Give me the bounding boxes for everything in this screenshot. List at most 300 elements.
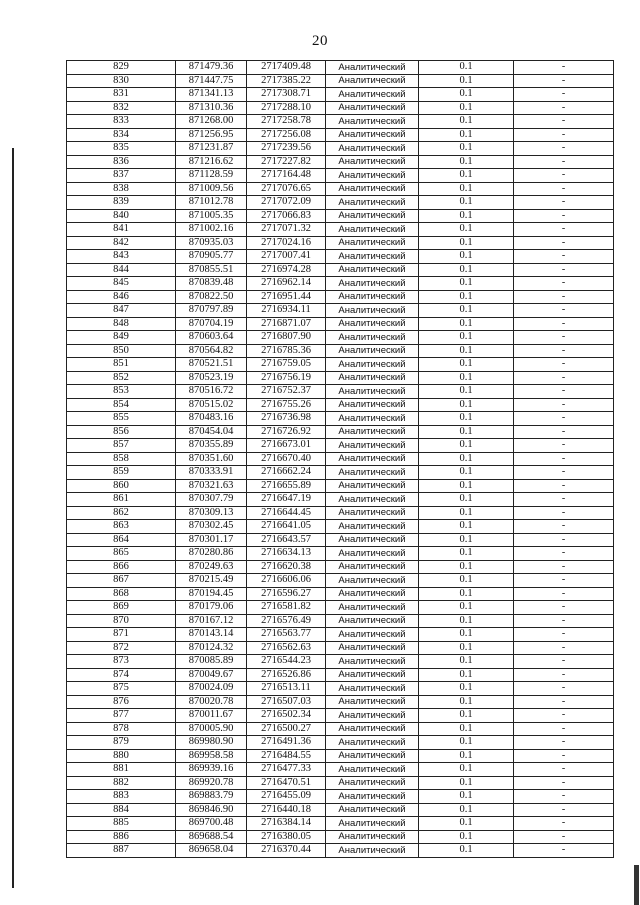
y-coordinate-cell: 2716974.28 — [247, 263, 326, 277]
table-row — [67, 628, 614, 642]
accuracy-cell: 0.1 — [419, 169, 514, 183]
accuracy-cell: 0.1 — [419, 695, 514, 709]
y-coordinate-cell: 2717072.09 — [247, 196, 326, 210]
note-cell: - — [514, 628, 614, 642]
accuracy-cell: 0.1 — [419, 115, 514, 129]
point-number-cell: 878 — [67, 722, 176, 736]
accuracy-cell: 0.1 — [419, 587, 514, 601]
y-coordinate-cell: 2717007.41 — [247, 250, 326, 264]
note-cell: - — [514, 223, 614, 237]
note-cell: - — [514, 506, 614, 520]
method-cell: Аналитический — [326, 371, 419, 385]
x-coordinate-cell: 870905.77 — [176, 250, 247, 264]
y-coordinate-cell: 2716620.38 — [247, 560, 326, 574]
accuracy-cell: 0.1 — [419, 223, 514, 237]
x-coordinate-cell: 870280.86 — [176, 547, 247, 561]
table-row — [67, 452, 614, 466]
y-coordinate-cell: 2716513.11 — [247, 682, 326, 696]
point-number-cell: 861 — [67, 493, 176, 507]
table-row — [67, 682, 614, 696]
table-row — [67, 209, 614, 223]
table-row — [67, 277, 614, 291]
accuracy-cell: 0.1 — [419, 682, 514, 696]
note-cell: - — [514, 655, 614, 669]
table-row — [67, 736, 614, 750]
y-coordinate-cell: 2717024.16 — [247, 236, 326, 250]
point-number-cell: 865 — [67, 547, 176, 561]
y-coordinate-cell: 2716526.86 — [247, 668, 326, 682]
x-coordinate-cell: 869700.48 — [176, 817, 247, 831]
y-coordinate-cell: 2716507.03 — [247, 695, 326, 709]
point-number-cell: 867 — [67, 574, 176, 588]
x-coordinate-cell: 869958.58 — [176, 749, 247, 763]
accuracy-cell: 0.1 — [419, 614, 514, 628]
method-cell: Аналитический — [326, 749, 419, 763]
accuracy-cell: 0.1 — [419, 574, 514, 588]
x-coordinate-cell: 870351.60 — [176, 452, 247, 466]
binding-line — [12, 148, 14, 888]
note-cell: - — [514, 398, 614, 412]
table-row — [67, 493, 614, 507]
point-number-cell: 886 — [67, 830, 176, 844]
accuracy-cell: 0.1 — [419, 628, 514, 642]
table-row — [67, 263, 614, 277]
x-coordinate-cell: 869920.78 — [176, 776, 247, 790]
accuracy-cell: 0.1 — [419, 61, 514, 75]
note-cell: - — [514, 155, 614, 169]
note-cell: - — [514, 574, 614, 588]
y-coordinate-cell: 2716562.63 — [247, 641, 326, 655]
note-cell: - — [514, 344, 614, 358]
accuracy-cell: 0.1 — [419, 236, 514, 250]
point-number-cell: 853 — [67, 385, 176, 399]
x-coordinate-cell: 870855.51 — [176, 263, 247, 277]
y-coordinate-cell: 2716736.98 — [247, 412, 326, 426]
note-cell: - — [514, 817, 614, 831]
note-cell: - — [514, 452, 614, 466]
x-coordinate-cell: 871310.36 — [176, 101, 247, 115]
y-coordinate-cell: 2717076.65 — [247, 182, 326, 196]
y-coordinate-cell: 2716647.19 — [247, 493, 326, 507]
y-coordinate-cell: 2717066.83 — [247, 209, 326, 223]
table-row — [67, 547, 614, 561]
table-row — [67, 749, 614, 763]
note-cell: - — [514, 412, 614, 426]
accuracy-cell: 0.1 — [419, 425, 514, 439]
note-cell: - — [514, 587, 614, 601]
note-cell: - — [514, 749, 614, 763]
accuracy-cell: 0.1 — [419, 101, 514, 115]
y-coordinate-cell: 2716500.27 — [247, 722, 326, 736]
x-coordinate-cell: 869846.90 — [176, 803, 247, 817]
accuracy-cell: 0.1 — [419, 803, 514, 817]
x-coordinate-cell: 871479.36 — [176, 61, 247, 75]
method-cell: Аналитический — [326, 88, 419, 102]
point-number-cell: 841 — [67, 223, 176, 237]
table-row — [67, 709, 614, 723]
x-coordinate-cell: 869939.16 — [176, 763, 247, 777]
method-cell: Аналитический — [326, 317, 419, 331]
point-number-cell: 883 — [67, 790, 176, 804]
x-coordinate-cell: 870935.03 — [176, 236, 247, 250]
y-coordinate-cell: 2716576.49 — [247, 614, 326, 628]
table-row — [67, 115, 614, 129]
note-cell: - — [514, 61, 614, 75]
coordinates-table-body — [67, 61, 614, 858]
method-cell: Аналитический — [326, 574, 419, 588]
x-coordinate-cell: 870564.82 — [176, 344, 247, 358]
accuracy-cell: 0.1 — [419, 560, 514, 574]
table-row — [67, 358, 614, 372]
table-row — [67, 466, 614, 480]
y-coordinate-cell: 2716563.77 — [247, 628, 326, 642]
table-row — [67, 560, 614, 574]
x-coordinate-cell: 871216.62 — [176, 155, 247, 169]
table-row — [67, 74, 614, 88]
y-coordinate-cell: 2717385.22 — [247, 74, 326, 88]
point-number-cell: 862 — [67, 506, 176, 520]
point-number-cell: 863 — [67, 520, 176, 534]
method-cell: Аналитический — [326, 101, 419, 115]
table-row — [67, 223, 614, 237]
note-cell: - — [514, 115, 614, 129]
x-coordinate-cell: 870049.67 — [176, 668, 247, 682]
accuracy-cell: 0.1 — [419, 506, 514, 520]
point-number-cell: 837 — [67, 169, 176, 183]
point-number-cell: 866 — [67, 560, 176, 574]
x-coordinate-cell: 870011.67 — [176, 709, 247, 723]
point-number-cell: 871 — [67, 628, 176, 642]
accuracy-cell: 0.1 — [419, 452, 514, 466]
x-coordinate-cell: 871231.87 — [176, 142, 247, 156]
point-number-cell: 856 — [67, 425, 176, 439]
y-coordinate-cell: 2716491.36 — [247, 736, 326, 750]
method-cell: Аналитический — [326, 236, 419, 250]
method-cell: Аналитический — [326, 412, 419, 426]
note-cell: - — [514, 317, 614, 331]
x-coordinate-cell: 870215.49 — [176, 574, 247, 588]
accuracy-cell: 0.1 — [419, 155, 514, 169]
note-cell: - — [514, 74, 614, 88]
table-row — [67, 817, 614, 831]
method-cell: Аналитический — [326, 506, 419, 520]
x-coordinate-cell: 871002.16 — [176, 223, 247, 237]
y-coordinate-cell: 2716755.26 — [247, 398, 326, 412]
coordinates-table — [66, 60, 614, 858]
note-cell: - — [514, 128, 614, 142]
method-cell: Аналитический — [326, 344, 419, 358]
y-coordinate-cell: 2716807.90 — [247, 331, 326, 345]
table-row — [67, 331, 614, 345]
point-number-cell: 849 — [67, 331, 176, 345]
note-cell: - — [514, 236, 614, 250]
point-number-cell: 875 — [67, 682, 176, 696]
method-cell: Аналитический — [326, 290, 419, 304]
note-cell: - — [514, 722, 614, 736]
table-row — [67, 196, 614, 210]
table-row — [67, 790, 614, 804]
method-cell: Аналитический — [326, 790, 419, 804]
note-cell: - — [514, 358, 614, 372]
method-cell: Аналитический — [326, 763, 419, 777]
note-cell: - — [514, 641, 614, 655]
table-row — [67, 290, 614, 304]
y-coordinate-cell: 2716726.92 — [247, 425, 326, 439]
method-cell: Аналитический — [326, 331, 419, 345]
table-row — [67, 344, 614, 358]
note-cell: - — [514, 844, 614, 858]
table-row — [67, 182, 614, 196]
accuracy-cell: 0.1 — [419, 304, 514, 318]
note-cell: - — [514, 209, 614, 223]
y-coordinate-cell: 2717227.82 — [247, 155, 326, 169]
accuracy-cell: 0.1 — [419, 317, 514, 331]
note-cell: - — [514, 263, 614, 277]
table-row — [67, 614, 614, 628]
note-cell: - — [514, 682, 614, 696]
table-row — [67, 533, 614, 547]
table-row — [67, 425, 614, 439]
point-number-cell: 869 — [67, 601, 176, 615]
point-number-cell: 832 — [67, 101, 176, 115]
x-coordinate-cell: 870523.19 — [176, 371, 247, 385]
table-row — [67, 601, 614, 615]
x-coordinate-cell: 870249.63 — [176, 560, 247, 574]
point-number-cell: 834 — [67, 128, 176, 142]
method-cell: Аналитический — [326, 547, 419, 561]
method-cell: Аналитический — [326, 709, 419, 723]
y-coordinate-cell: 2716644.45 — [247, 506, 326, 520]
note-cell: - — [514, 763, 614, 777]
point-number-cell: 877 — [67, 709, 176, 723]
accuracy-cell: 0.1 — [419, 736, 514, 750]
table-row — [67, 479, 614, 493]
table-row — [67, 776, 614, 790]
note-cell: - — [514, 614, 614, 628]
method-cell: Аналитический — [326, 182, 419, 196]
table-row — [67, 722, 614, 736]
accuracy-cell: 0.1 — [419, 479, 514, 493]
point-number-cell: 859 — [67, 466, 176, 480]
point-number-cell: 829 — [67, 61, 176, 75]
method-cell: Аналитический — [326, 142, 419, 156]
table-row — [67, 844, 614, 858]
y-coordinate-cell: 2716643.57 — [247, 533, 326, 547]
y-coordinate-cell: 2716752.37 — [247, 385, 326, 399]
accuracy-cell: 0.1 — [419, 830, 514, 844]
table-row — [67, 155, 614, 169]
x-coordinate-cell: 870333.91 — [176, 466, 247, 480]
y-coordinate-cell: 2716871.07 — [247, 317, 326, 331]
x-coordinate-cell: 870321.63 — [176, 479, 247, 493]
table-row — [67, 398, 614, 412]
note-cell: - — [514, 695, 614, 709]
point-number-cell: 831 — [67, 88, 176, 102]
x-coordinate-cell: 869688.54 — [176, 830, 247, 844]
point-number-cell: 879 — [67, 736, 176, 750]
method-cell: Аналитический — [326, 628, 419, 642]
table-row — [67, 61, 614, 75]
method-cell: Аналитический — [326, 560, 419, 574]
method-cell: Аналитический — [326, 830, 419, 844]
accuracy-cell: 0.1 — [419, 547, 514, 561]
y-coordinate-cell: 2717071.32 — [247, 223, 326, 237]
method-cell: Аналитический — [326, 74, 419, 88]
point-number-cell: 857 — [67, 439, 176, 453]
method-cell: Аналитический — [326, 695, 419, 709]
note-cell: - — [514, 425, 614, 439]
y-coordinate-cell: 2716484.55 — [247, 749, 326, 763]
x-coordinate-cell: 871005.35 — [176, 209, 247, 223]
method-cell: Аналитический — [326, 479, 419, 493]
y-coordinate-cell: 2717256.08 — [247, 128, 326, 142]
note-cell: - — [514, 439, 614, 453]
method-cell: Аналитический — [326, 520, 419, 534]
method-cell: Аналитический — [326, 655, 419, 669]
point-number-cell: 868 — [67, 587, 176, 601]
point-number-cell: 844 — [67, 263, 176, 277]
accuracy-cell: 0.1 — [419, 182, 514, 196]
note-cell: - — [514, 277, 614, 291]
accuracy-cell: 0.1 — [419, 790, 514, 804]
x-coordinate-cell: 870839.48 — [176, 277, 247, 291]
accuracy-cell: 0.1 — [419, 128, 514, 142]
table-row — [67, 317, 614, 331]
note-cell: - — [514, 493, 614, 507]
point-number-cell: 840 — [67, 209, 176, 223]
y-coordinate-cell: 2716596.27 — [247, 587, 326, 601]
x-coordinate-cell: 870704.19 — [176, 317, 247, 331]
y-coordinate-cell: 2716655.89 — [247, 479, 326, 493]
y-coordinate-cell: 2716384.14 — [247, 817, 326, 831]
x-coordinate-cell: 869980.90 — [176, 736, 247, 750]
accuracy-cell: 0.1 — [419, 277, 514, 291]
y-coordinate-cell: 2716962.14 — [247, 277, 326, 291]
point-number-cell: 873 — [67, 655, 176, 669]
x-coordinate-cell: 870301.17 — [176, 533, 247, 547]
x-coordinate-cell: 870603.64 — [176, 331, 247, 345]
point-number-cell: 872 — [67, 641, 176, 655]
point-number-cell: 860 — [67, 479, 176, 493]
y-coordinate-cell: 2717308.71 — [247, 88, 326, 102]
table-row — [67, 803, 614, 817]
x-coordinate-cell: 869883.79 — [176, 790, 247, 804]
point-number-cell: 885 — [67, 817, 176, 831]
table-row — [67, 763, 614, 777]
y-coordinate-cell: 2716477.33 — [247, 763, 326, 777]
point-number-cell: 833 — [67, 115, 176, 129]
table-row — [67, 695, 614, 709]
point-number-cell: 843 — [67, 250, 176, 264]
method-cell: Аналитический — [326, 533, 419, 547]
accuracy-cell: 0.1 — [419, 520, 514, 534]
y-coordinate-cell: 2716370.44 — [247, 844, 326, 858]
accuracy-cell: 0.1 — [419, 290, 514, 304]
page-number: 20 — [312, 33, 328, 49]
method-cell: Аналитический — [326, 844, 419, 858]
y-coordinate-cell: 2717409.48 — [247, 61, 326, 75]
accuracy-cell: 0.1 — [419, 88, 514, 102]
method-cell: Аналитический — [326, 439, 419, 453]
y-coordinate-cell: 2716581.82 — [247, 601, 326, 615]
note-cell: - — [514, 520, 614, 534]
method-cell: Аналитический — [326, 425, 419, 439]
accuracy-cell: 0.1 — [419, 655, 514, 669]
table-row — [67, 128, 614, 142]
method-cell: Аналитический — [326, 250, 419, 264]
x-coordinate-cell: 870005.90 — [176, 722, 247, 736]
note-cell: - — [514, 142, 614, 156]
method-cell: Аналитический — [326, 115, 419, 129]
point-number-cell: 882 — [67, 776, 176, 790]
x-coordinate-cell: 870454.04 — [176, 425, 247, 439]
accuracy-cell: 0.1 — [419, 358, 514, 372]
accuracy-cell: 0.1 — [419, 709, 514, 723]
table-row — [67, 668, 614, 682]
note-cell: - — [514, 250, 614, 264]
table-row — [67, 412, 614, 426]
x-coordinate-cell: 871256.95 — [176, 128, 247, 142]
method-cell: Аналитический — [326, 128, 419, 142]
y-coordinate-cell: 2716470.51 — [247, 776, 326, 790]
point-number-cell: 881 — [67, 763, 176, 777]
note-cell: - — [514, 560, 614, 574]
table-row — [67, 641, 614, 655]
point-number-cell: 887 — [67, 844, 176, 858]
table-row — [67, 236, 614, 250]
y-coordinate-cell: 2716759.05 — [247, 358, 326, 372]
accuracy-cell: 0.1 — [419, 412, 514, 426]
note-cell: - — [514, 709, 614, 723]
x-coordinate-cell: 870355.89 — [176, 439, 247, 453]
point-number-cell: 848 — [67, 317, 176, 331]
table-row — [67, 587, 614, 601]
note-cell: - — [514, 88, 614, 102]
method-cell: Аналитический — [326, 803, 419, 817]
method-cell: Аналитический — [326, 452, 419, 466]
table-row — [67, 385, 614, 399]
accuracy-cell: 0.1 — [419, 331, 514, 345]
point-number-cell: 830 — [67, 74, 176, 88]
point-number-cell: 836 — [67, 155, 176, 169]
point-number-cell: 835 — [67, 142, 176, 156]
accuracy-cell: 0.1 — [419, 209, 514, 223]
point-number-cell: 842 — [67, 236, 176, 250]
scan-edge-mark — [634, 865, 639, 905]
x-coordinate-cell: 870521.51 — [176, 358, 247, 372]
accuracy-cell: 0.1 — [419, 722, 514, 736]
method-cell: Аналитический — [326, 722, 419, 736]
y-coordinate-cell: 2716641.05 — [247, 520, 326, 534]
x-coordinate-cell: 871009.56 — [176, 182, 247, 196]
note-cell: - — [514, 331, 614, 345]
method-cell: Аналитический — [326, 776, 419, 790]
method-cell: Аналитический — [326, 385, 419, 399]
x-coordinate-cell: 870179.06 — [176, 601, 247, 615]
table-row — [67, 304, 614, 318]
y-coordinate-cell: 2716606.06 — [247, 574, 326, 588]
x-coordinate-cell: 870124.32 — [176, 641, 247, 655]
note-cell: - — [514, 196, 614, 210]
note-cell: - — [514, 304, 614, 318]
method-cell: Аналитический — [326, 196, 419, 210]
note-cell: - — [514, 101, 614, 115]
method-cell: Аналитический — [326, 601, 419, 615]
x-coordinate-cell: 870020.78 — [176, 695, 247, 709]
x-coordinate-cell: 870822.50 — [176, 290, 247, 304]
x-coordinate-cell: 871128.59 — [176, 169, 247, 183]
note-cell: - — [514, 385, 614, 399]
